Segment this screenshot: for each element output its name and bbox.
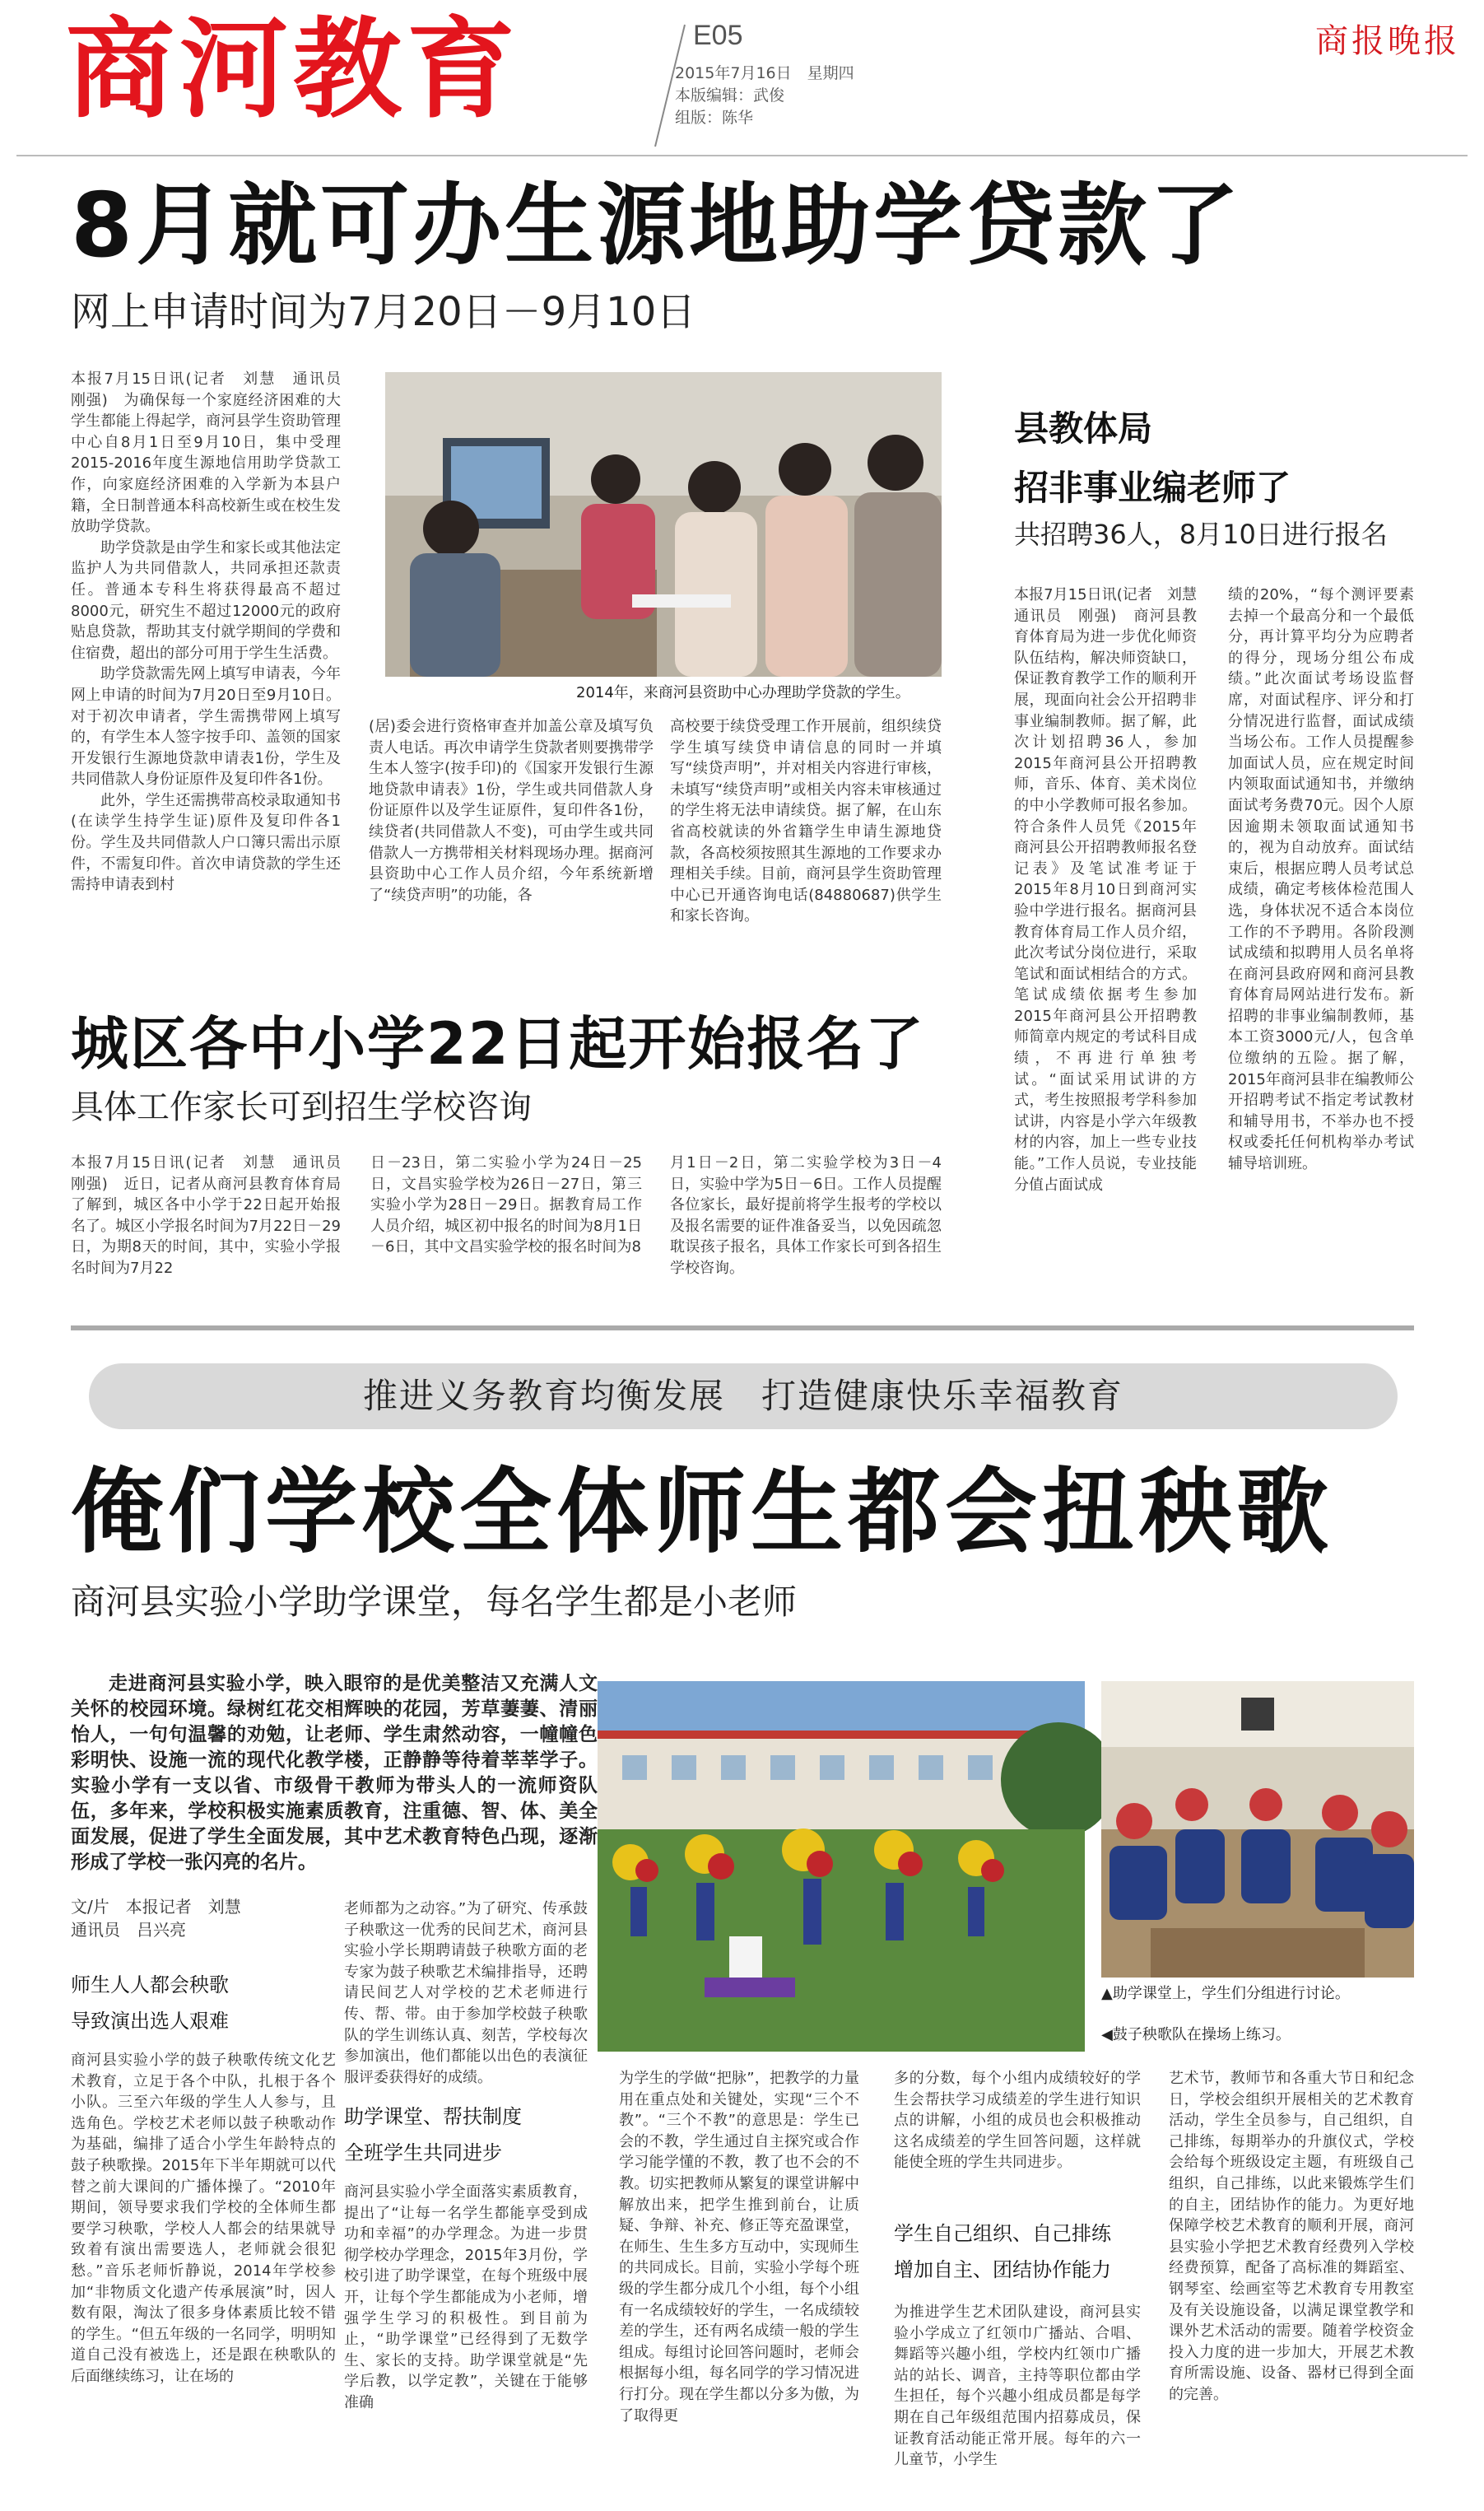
article1-headline: 8月就可办生源地助学贷款了 (71, 175, 1243, 277)
article3-column-1-text: 本报7月15日讯(记者 刘慧 通讯员 刚强) 商河县教育体育局为进一步优化师资队伍结构，解决师资缺口，保证教育教学工作的顺利开展，现面向社会公开招聘非事业编制教师。据了解，此次计划招聘36人，参加2015年商河县公开招聘教师，音乐、体育、美术岗位的中小学教师可报名参加。符合条件人员凭《2015年商河县公开招聘教师报名登记表》及笔试准考证于2015年8月10日到商河实验中学进行报名。据商河县教育体育局工作人员介绍，此次考试分岗位进行，采取笔试和面试相结合的方式。笔试成绩依据考生参加2015年商河县公开招聘教师简章内规定的考试科目成绩，不再进行单独考试。“面试采用试讲的方式，考生按照报考学科参加试讲，内容是小学六年级教材的内容，加上一些专业技能。”工作人员说，专业技能分值占面试成 (1014, 586, 1212, 1194)
article4-caption-classroom: ▲助学课堂上，学生们分组进行讨论。 (1101, 1985, 1350, 2002)
section-title: 商河教育 (66, 7, 520, 133)
newspaper-logo: 商报晚报 (1315, 22, 1460, 60)
article1-lead: 本报7月15日讯(记者 刘慧 通讯员 刚强) 为确保每一个家庭经济困难的大学生都能上得起学，商河县学生资助管理中心自8月1日至9月10日，集中受理2015-2016年度生源地信用助学贷款工作，向家庭经济困难的入学新为本县户籍，全日制普通本科高校新生或在校生发放助学贷款。 (71, 370, 356, 536)
article4-intro-text: 走进商河县实验小学，映入眼帘的是优美整洁又充满人文关怀的校园环境。绿树红花交相辉映的花园，芳草萋萋、清丽怡人，一句句温馨的劝勉，让老师、学生肃然动容，一幢幢色彩明快、设施一流的现代化教学楼，正静静等待着莘莘学子。实验小学有一支以省、市级骨干教师为带头人的一流师资队伍，多年来，学校积极实施素质教育，注重德、智、体、美全面发展，促进了学生全面发展，其中艺术教育特色凸现，逐渐形成了学校一张闪亮的名片。 (71, 1673, 598, 1873)
issue-layout: 组版：陈华 (675, 109, 754, 127)
article1-column-2-text: (居)委会进行资格审查并加盖公章及填写负责人电话。再次申请学生贷款者则要携带学生本人签字(按手印)的《国家开发银行生源地贷款申请表》1份，学生或共同借款人身份证原件以及学生证原件，复印件各1份，续贷者(共同借款人不变)，可由学生或共同借款人一方携带相关材料现场办理。据商河县资助中心工作人员介绍，今年系统新增了“续贷声明”的功能，各 (369, 718, 654, 904)
article2-column-1 (71, 1153, 356, 1314)
yangge-dance-photo-icon (598, 1681, 1085, 2052)
issue-meta (675, 63, 854, 129)
slogan-banner (89, 1363, 1398, 1429)
article4-column-2-bottom (344, 2182, 588, 2496)
article4-column-4-top (894, 2068, 1141, 2208)
issue-date: 2015年7月16日 星期四 (675, 64, 854, 82)
article4-column-1-text: 商河县实验小学的鼓子秧歌传统文化艺术教育，立足于各个中队，扎根于各个小队。三至六年级的学生人人参与，且选角色。学校艺术老师以鼓子秧歌动作为基础，编排了适合小学生年龄特点的鼓子秧歌操。2015年下半年期就可以代替之前大课间的广播体操了。“2010年期间，领导要求我们学校的全体师生都要学习秧歌，学校人人都会的结果就导致着有演出需要选人，老师就会很犯愁。”音乐老师忻静说，2014年学校参加“非物质文化遗产传承展演”时，因人数有限，淘汰了很多身体素质比较不错的学生。“但五年级的一名同学，明明知道自己没有被选上，还是跟在秧歌队的后面继续练习，让在场的 (71, 2052, 336, 2385)
article1-paragraph-2: 助学贷款是由学生和家长或其他法定监护人为共同借款人，共同承担还款责任。普通本专科生将获得最高不超过8000元，研究生不超过12000元的政府贴息贷款，帮助其支付就学期间的学费和住宿费，超出的部分可用于学生生活费。 (71, 538, 341, 662)
article3-headline (1014, 403, 1291, 514)
article2-column-3-text: 月1日－2日，第二实验学校为3日－4日，实验中学为5日－6日。工作人员提醒各位家长，最好提前将学生报考的学校以及报名需要的证件准备妥当，以免因疏忽耽误孩子报名，具体工作家长可到各招生学校咨询。 (670, 1154, 942, 1277)
article2-column-2-text: 日－23日，第二实验小学为24日－25日，文昌实验学校为26日－27日，第三实验小学为28日－29日。据教育局工作人员介绍，城区初中报名的时间为8月1日－6日，其中文昌实验学校的报名时间为8 (370, 1154, 642, 1256)
article3-headline-line2: 招非事业编老师了 (1014, 468, 1291, 508)
masthead (0, 0, 1484, 156)
subsection-3-line2: 增加自主、团结协作能力 (894, 2258, 1111, 2281)
subsection-1-line1: 师生人人都会秧歌 (71, 1973, 229, 1996)
article4-column-3 (619, 2068, 859, 2496)
subsection-2-line2: 全班学生共同进步 (344, 2141, 502, 2164)
subsection-1-title (71, 1969, 229, 2037)
article4-column-4-bottom-text: 为推进学生艺术团队建设，商河县实验小学成立了红领巾广播站、合唱、舞蹈等兴趣小组，学校内红领巾广播站的站长、调音，主持等职位都由学生担任，每个兴趣小组成员都是每学期在自己年级组范围内招募成员，保证教育活动能正常开展。每年的六一儿童节，小学生 (894, 2304, 1141, 2469)
article2-column-1-text: 本报7月15日讯(记者 刘慧 通讯员 刚强) 近日，记者从商河县教育体育局了解到，城区各中小学于22日起开始报名了。城区小学报名时间为7月22日－29日，为期8天的时间，其中，实验小学报名时间为7月22 (71, 1154, 356, 1277)
article4-column-2-top-text: 老师都为之动容。”为了研究、传承鼓子秧歌这一优秀的民间艺术，商河县实验小学长期聘请鼓子秧歌方面的老专家为鼓子秧歌艺术编排指导，还聘请民间艺人对学校的艺术老师进行传、帮、带。由于参加学校鼓子秧歌队的学生训练认真、刻苦，学校每次参加演出，他们都能以出色的表演征服评委获得好的成绩。 (344, 1900, 588, 2086)
article1-paragraph-4: 此外，学生还需携带高校录取通知书(在读学生持学生证)原件及复印件各1份。学生及共同借款人户口簿只需出示原件，不需复印件。首次申请贷款的学生还需持申请表到村 (71, 791, 341, 894)
article4-column-4-top-text: 多的分数，每个小组内成绩较好的学生会帮扶学习成绩差的学生进行知识点的讲解，小组的成员也会积极推动这名成绩差的学生回答问题，这样就能使全班的学生共同进步。 (894, 2070, 1141, 2172)
page-number: E05 (693, 20, 743, 51)
byline-correspondent: 通讯员 吕兴亮 (71, 1920, 186, 1940)
article2-column-2 (370, 1153, 642, 1314)
article1-column-2 (369, 716, 654, 960)
subsection-2-title (344, 2101, 522, 2169)
loan-office-photo-icon (385, 372, 942, 677)
slogan-text: 推进义务教育均衡发展 打造健康快乐幸福教育 (362, 1376, 1123, 1416)
article3-column-2-text: 绩的20%，“每个测评要素去掉一个最高分和一个最低分，再计算平均分为应聘者的得分，现场分组公布成绩。”此次面试考场设监督席，对面试程序、评分和打分情况进行监督，面试成绩当场公布。工作人员提醒参加面试人员，应在规定时间内领取面试通知书，并缴纳面试考务费70元。因个人原因逾期未领取面试通知书的，视为自动放弃。面试结束后，根据应聘人员考试总成绩，确定考核体检范围人选，身体状况不适合本岗位工作的不予聘用。各阶段测试成绩和拟聘用人员名单将在商河县政府网和商河县教育体育局网站进行发布。新招聘的非事业编制教师，基本工资3000元/人，包含单位缴纳的五险。据了解，2015年商河县非在编教师公开招聘考试不指定考试教材和辅导用书，不举办也不授权或委托任何机构举办考试辅导培训班。 (1228, 586, 1414, 1173)
section-divider (71, 1325, 1414, 1330)
article3-headline-line1: 县教体局 (1014, 408, 1153, 449)
subsection-3-line1: 学生自己组织、自己排练 (894, 2222, 1111, 2245)
subsection-1-line2: 导致演出选人艰难 (71, 2010, 229, 2033)
article4-column-5 (1169, 2068, 1414, 2496)
issue-editor: 本版编辑：武俊 (675, 86, 785, 105)
article1-subhead: 网上申请时间为7月20日－9月10日 (71, 289, 696, 335)
article1-photo (385, 372, 942, 677)
article3-column-2 (1228, 585, 1414, 1314)
article2-headline: 城区各中小学22日起开始报名了 (71, 1010, 925, 1078)
article4-column-4-bottom (894, 2302, 1141, 2496)
article4-column-2-top (344, 1898, 588, 2088)
article3-column-1 (1014, 585, 1212, 1314)
article4-caption-yangge: ◀鼓子秧歌队在操场上练习。 (1101, 2026, 1291, 2043)
article4-column-2-bottom-text: 商河县实验小学全面落实素质教育，提出了“让每一名学生都能享受到成功和幸福”的办学理念。为进一步贯彻学校办学理念，2015年3月份，学校引进了助学课堂，在每个班级中展开，让每个学生都能成为小老师，增强学生学习的积极性。到目前为止，“助学课堂”已经得到了无数学生、家长的支持。助学课堂就是“先学后教，以学定教”，关键在于能够准确 (344, 2183, 588, 2411)
classroom-photo-icon (1101, 1681, 1414, 1978)
article1-column-3 (670, 716, 942, 960)
article4-intro (71, 1671, 598, 1875)
article4-subhead: 商河县实验小学助学课堂，每名学生都是小老师 (71, 1582, 798, 1622)
article4-photo-classroom (1101, 1681, 1414, 1978)
article4-column-5-text: 艺术节，教师节和各重大节日和纪念日，学校会组织开展相关的艺术教育活动，学生全员参与，自己组织，自己排练，每期举办的升旗仪式，学校会给每个班级设定主题，有班级自己组织，自己排练，以此来锻炼学生们的自主，团结协作的能力。为更好地保障学校艺术教育的顺利开展，商河县实验小学把艺术教育经费列入学校经费预算，配备了高标准的舞蹈室、钢琴室、绘画室等艺术教育专用教室及有关设施设备，以满足课堂教学和课外艺术活动的需要。随着学校资金投入力度的进一步加大，开展艺术教育所需设施、设备、器材已得到全面的完善。 (1169, 2070, 1414, 2403)
subsection-2-line1: 助学课堂、帮扶制度 (344, 2105, 522, 2128)
article1-column-1 (71, 369, 356, 962)
article4-column-3-text: 为学生的学做“把脉”，把教学的力量用在重点处和关键处，实现“三个不教”。“三个不教”的意思是：学生已会的不教，学生通过自主探究或合作学习能学懂的不教，教了也不会的不教。切实把教师从繁复的课堂讲解中解放出来，把学生推到前台，让质疑、争辩、补充、修正等充盈课堂，在师生、生生多方互动中，实现师生的共同成长。目前，实验小学每个班级的学生都分成几个小组，每个小组有一名成绩较好的学生，一名成绩较差的学生，还有两名成绩一般的学生组成。每组讨论回答问题时，老师会根据每小组，每名同学的学习情况进行打分。现在学生都以分多为傲，为了取得更 (619, 2070, 859, 2425)
article4-byline (71, 1895, 241, 1941)
article4-headline: 俺们学校全体师生都会扭秧歌 (71, 1459, 1333, 1566)
article2-subhead: 具体工作家长可到招生学校咨询 (71, 1088, 532, 1126)
article1-photo-caption: 2014年，来商河县资助中心办理助学贷款的学生。 (576, 684, 910, 701)
article1-column-3-text: 高校要于续贷受理工作开展前，组织续贷学生填写续贷申请信息的同时一并填写“续贷声明”，并对相关内容进行审核，未填写“续贷声明”或相关内容未审核通过的学生将无法申请续贷。据了解，在山东省高校就读的外省籍学生申请生源地贷款，各高校须按照其生源地的工作要求办理相关手续。目前，商河县学生资助管理中心已开通咨询电话(84880687)供学生和家长咨询。 (670, 718, 942, 925)
subsection-3-title (894, 2218, 1111, 2285)
article1-paragraph-3: 助学贷款需先网上填写申请表，今年网上申请的时间为7月20日至9月10日。对于初次申请者，学生需携带网上填写的，有学生本人签字按手印、盖领的国家开发银行生源地贷款申请表1份，学生及共同借款人身份证原件及复印件各1份。 (71, 665, 341, 789)
byline-reporter: 文/片 本报记者 刘慧 (71, 1897, 241, 1917)
masthead-divider-icon (652, 25, 688, 148)
article2-column-3 (670, 1153, 942, 1314)
top-rule (16, 155, 1468, 156)
article4-photo-yangge (598, 1681, 1085, 2052)
article3-subhead: 共招聘36人，8月10日进行报名 (1014, 519, 1388, 550)
article4-column-1 (71, 2050, 336, 2496)
